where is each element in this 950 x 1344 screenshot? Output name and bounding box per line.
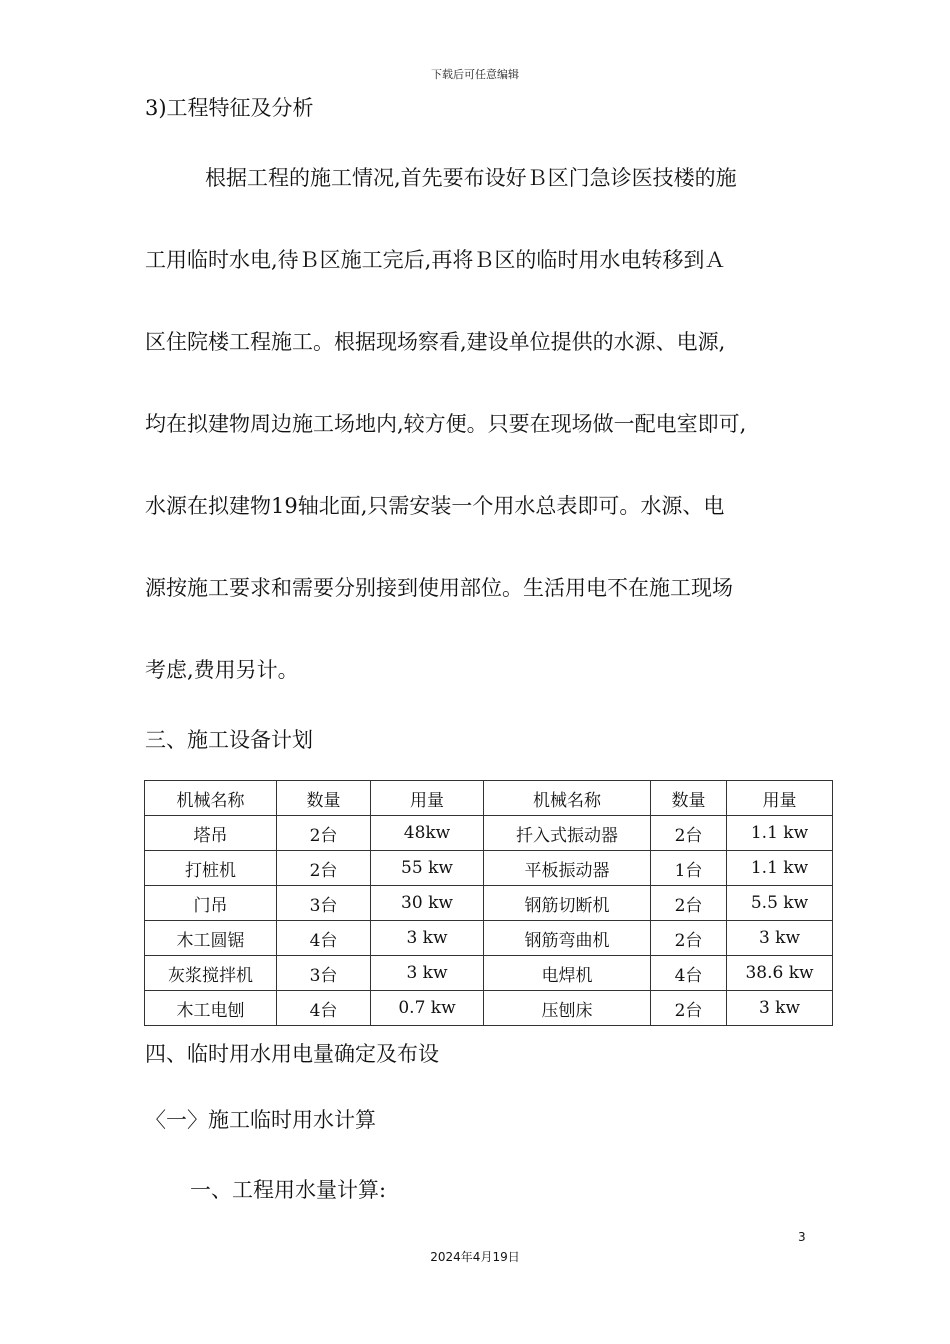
page-number: 3 [798,1230,806,1244]
table-row [145,851,833,886]
table-cell: 电焊机 [484,956,651,991]
paragraph-line: 工用临时水电,待Ｂ区施工完后,再将Ｂ区的临时用水电转移到Ａ [145,248,726,272]
table-cell: 木工圆锯 [145,921,277,956]
table-cell: 4台 [651,956,727,991]
table-cell: 钢筋切断机 [484,886,651,921]
section-title: 3)工程特征及分析 [145,96,314,120]
header-cell: 数量 [277,781,371,816]
table-cell: 5.5 kw [727,886,833,921]
table-cell: 木工电刨 [145,991,277,1026]
table-cell: 55 kw [371,851,484,886]
table-cell: 2台 [277,851,371,886]
table-cell: 门吊 [145,886,277,921]
table-cell: 钢筋弯曲机 [484,921,651,956]
header-cell: 数量 [651,781,727,816]
equipment-table [144,780,833,1026]
table-cell: 4台 [277,921,371,956]
paragraph-line: 水源在拟建物19轴北面,只需安装一个用水总表即可。水源、电 [145,494,725,518]
table-row [145,991,833,1026]
table-cell: 4台 [277,991,371,1026]
table-cell: 48kw [371,816,484,851]
table-header-row [145,781,833,816]
table-cell: 3 kw [371,956,484,991]
subsection-heading-2: 一、工程用水量计算: [190,1178,387,1202]
table-cell: 3 kw [727,991,833,1026]
table-cell: 平板振动器 [484,851,651,886]
table-row [145,816,833,851]
table-cell: 扦入式振动器 [484,816,651,851]
table-cell: 3 kw [727,921,833,956]
table-cell: 1.1 kw [727,851,833,886]
table-cell: 38.6 kw [727,956,833,991]
paragraph-line: 考虑,费用另计。 [145,658,299,682]
table-cell: 3台 [277,956,371,991]
subsection-heading: 〈一〉施工临时用水计算 [145,1108,376,1132]
equipment-heading: 三、施工设备计划 [145,728,313,752]
table-cell: 30 kw [371,886,484,921]
header-cell: 用量 [371,781,484,816]
table-cell: 压刨床 [484,991,651,1026]
header-cell: 机械名称 [145,781,277,816]
table-cell: 2台 [651,886,727,921]
table-cell: 塔吊 [145,816,277,851]
table-cell: 3台 [277,886,371,921]
table-row [145,956,833,991]
paragraph-line: 源按施工要求和需要分别接到使用部位。生活用电不在施工现场 [145,576,733,600]
paragraph-line: 均在拟建物周边施工场地内,较方便。只要在现场做一配电室即可, [145,412,747,436]
table-cell: 3 kw [371,921,484,956]
table-cell: 灰浆搅拌机 [145,956,277,991]
page-header: 下载后可任意编辑 [431,68,519,81]
table-cell: 0.7 kw [371,991,484,1026]
table-cell: 1.1 kw [727,816,833,851]
table-row [145,886,833,921]
table-cell: 2台 [277,816,371,851]
table-cell: 2台 [651,991,727,1026]
paragraph-line: 根据工程的施工情况,首先要布设好Ｂ区门急诊医技楼的施 [205,166,737,190]
header-cell: 机械名称 [484,781,651,816]
table-cell: 2台 [651,921,727,956]
table-cell: 1台 [651,851,727,886]
table-cell: 打桩机 [145,851,277,886]
table-cell: 2台 [651,816,727,851]
paragraph-line: 区住院楼工程施工。根据现场察看,建设单位提供的水源、电源, [145,330,726,354]
section-heading-4: 四、临时用水用电量确定及布设 [145,1042,439,1066]
table-row [145,921,833,956]
header-cell: 用量 [727,781,833,816]
footer-date: 2024年4月19日 [430,1250,520,1264]
